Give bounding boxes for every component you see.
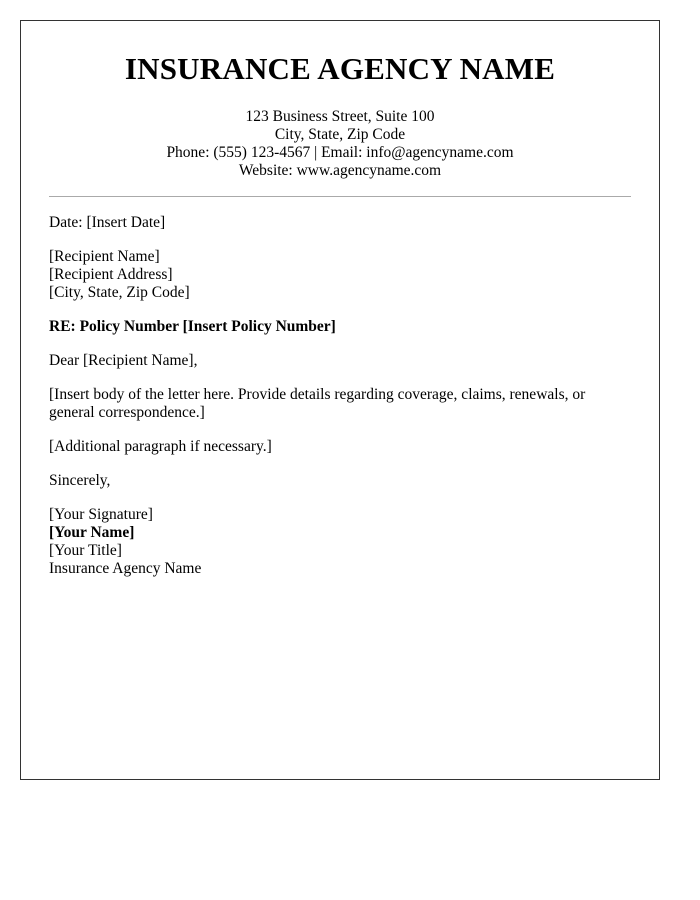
letter-body [49, 214, 631, 578]
signer-agency: Insurance Agency Name [49, 560, 202, 577]
signer-title: [Your Title] [49, 542, 122, 559]
agency-contact-block [49, 108, 631, 180]
recipient-name: [Recipient Name] [49, 248, 160, 265]
signer-name: [Your Name] [49, 524, 135, 541]
recipient-address: [Recipient Address] [49, 266, 173, 283]
header-divider [49, 196, 631, 197]
letter-page [20, 20, 660, 780]
recipient-city-state-zip: [City, State, Zip Code] [49, 284, 190, 301]
signature-placeholder: [Your Signature] [49, 506, 153, 523]
subject-line: RE: Policy Number [Insert Policy Number] [49, 318, 336, 335]
body-paragraph-1: [Insert body of the letter here. Provide details regarding coverage, claims, renewals, or general correspondence.] [49, 386, 586, 421]
agency-address-line2: City, State, Zip Code [274, 126, 406, 143]
agency-name-heading: INSURANCE AGENCY NAME [124, 51, 556, 86]
agency-phone-email: Phone: (555) 123-4567 | Email: info@agencyname.com [166, 144, 514, 161]
closing: Sincerely, [49, 472, 111, 489]
agency-website: Website: www.agencyname.com [238, 162, 442, 179]
agency-address-line1: 123 Business Street, Suite 100 [245, 108, 435, 125]
letter-date: Date: [Insert Date] [49, 214, 166, 231]
recipient-block [49, 248, 631, 302]
salutation: Dear [Recipient Name], [49, 352, 198, 369]
body-paragraph-2: [Additional paragraph if necessary.] [49, 438, 272, 455]
signature-block [49, 506, 631, 578]
